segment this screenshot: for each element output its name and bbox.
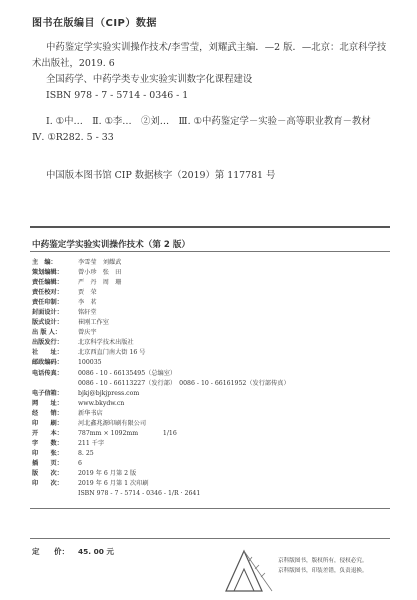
credit-value: ISBN 978 - 7 - 5714 - 0346 - 1/R · 2641	[78, 490, 201, 498]
cip-data-block	[32, 40, 392, 184]
credit-row	[32, 489, 392, 499]
credit-label: 策划编辑：	[32, 269, 63, 277]
credit-label: 社 址：	[32, 349, 63, 357]
credit-label: 经 销：	[32, 409, 63, 417]
credit-value: 100035	[78, 359, 102, 367]
credit-row	[32, 369, 392, 379]
credit-row	[32, 338, 392, 348]
credit-row	[32, 298, 392, 308]
credit-label: 印 次：	[32, 480, 63, 488]
credit-value: 李 茗	[78, 299, 97, 307]
credit-value: 787mm × 1092mm 1/16	[78, 429, 177, 437]
credit-value: 8. 25	[78, 449, 94, 457]
credit-row	[32, 479, 392, 489]
credit-label	[32, 379, 78, 389]
credit-row	[32, 268, 392, 278]
credit-row	[32, 389, 392, 399]
credit-label: 出 版 人：	[32, 329, 62, 337]
credit-value: www.bkydw.cn	[78, 399, 125, 407]
credit-row	[32, 429, 392, 439]
credits-bottom-rule	[30, 508, 390, 509]
credit-row	[32, 328, 392, 338]
credit-value: 严 丹 周 珊	[78, 279, 122, 287]
credit-row	[32, 379, 392, 389]
credit-value: 0086 - 10 - 66113227（发行部） 0086 - 10 - 66161952（发行部传真）	[78, 379, 290, 387]
credit-label: 插 页：	[32, 459, 63, 467]
cip-series-line: 全国药学、中药学类专业实验实训数字化课程建设	[46, 74, 253, 85]
credit-value: 211 千字	[78, 439, 105, 447]
credit-row	[32, 278, 392, 288]
credit-row	[32, 439, 392, 449]
title-divider-rule	[30, 251, 390, 252]
credit-label: 字 数：	[32, 439, 63, 447]
credit-value: 0086 - 10 - 66135495（总编室）	[78, 369, 177, 377]
credit-row	[32, 409, 392, 419]
credit-label	[32, 489, 78, 499]
book-title: 中药鉴定学实验实训操作技术（第 2 版）	[32, 240, 191, 250]
credit-label: 开 本：	[32, 429, 63, 437]
top-divider-rule	[30, 226, 390, 228]
credit-value: 崔刚工作室	[78, 319, 109, 327]
credit-value: 曾小珍 张 田	[78, 269, 122, 277]
credit-row	[32, 399, 392, 409]
credit-label: 印 刷：	[32, 419, 63, 427]
credits-list	[32, 258, 392, 499]
credit-value: 6	[78, 459, 82, 467]
cip-heading: 图书在版编目（CIP）数据	[32, 18, 157, 29]
credit-row	[32, 348, 392, 358]
cip-classification-line: Ⅰ. ①中… Ⅱ. ①李… ②刘… Ⅲ. ①中药鉴定学－实验－高等职业教育－教材 Ⅳ. ①R282. 5 - 33	[32, 116, 381, 143]
credit-value: 2019 年 6 月第 2 版	[78, 469, 137, 477]
credit-label: 责任编辑：	[32, 279, 63, 287]
credit-row	[32, 288, 392, 298]
credit-row	[32, 308, 392, 318]
credit-row	[32, 419, 392, 429]
price-divider-rule	[30, 538, 390, 539]
credit-label: 邮政编码：	[32, 359, 63, 367]
credit-label: 封面设计：	[32, 309, 63, 317]
credit-value: 河北鑫兆源印刷有限公司	[78, 419, 147, 427]
credit-row	[32, 358, 392, 368]
credit-value: 新华书店	[78, 409, 103, 417]
credit-label: 电子信箱：	[32, 389, 63, 397]
credit-row	[32, 459, 392, 469]
copyright-notice-line: 京科版图书，版权所有，侵权必究。	[278, 558, 368, 564]
credit-value: 北京西直门南大街 16 号	[78, 349, 146, 357]
credit-label: 电话传真：	[32, 369, 63, 377]
credit-label: 责任印制：	[32, 299, 63, 307]
credit-value: bjkj@bjkjpress.com	[78, 389, 140, 397]
price-line	[32, 546, 114, 557]
cip-verification-line: 中国版本图书馆 CIP 数据核字（2019）第 117781 号	[46, 170, 276, 181]
cip-record-line: 中药鉴定学实验实训操作技术/李雪莹，刘耀武主编．—2 版．—北京：北京科学技术出版社，2019. 6	[32, 42, 387, 69]
price-label: 定 价：	[32, 547, 69, 556]
credit-label: 版式设计：	[32, 319, 63, 327]
credit-row	[32, 258, 392, 268]
credit-row	[32, 449, 392, 459]
credit-row	[32, 469, 392, 479]
credit-value: 铭轩堂	[78, 309, 97, 317]
credit-value: 李雪莹 刘耀武	[78, 259, 122, 266]
credit-value: 曾庆宇	[78, 329, 97, 337]
credit-value: 北京科学技术出版社	[78, 339, 134, 347]
credit-label: 主 编：	[32, 259, 57, 266]
credit-value: 贾 荣	[78, 289, 97, 297]
print-error-notice-line: 京科版图书，印装差错，负责退换。	[278, 568, 368, 574]
price-value: 45. 00 元	[78, 547, 114, 556]
credit-label: 网 址：	[32, 399, 63, 407]
credit-label: 出版发行：	[32, 339, 63, 347]
cip-isbn-line: ISBN 978 - 7 - 5714 - 0346 - 1	[46, 90, 189, 101]
credit-label: 责任校对：	[32, 289, 63, 297]
copyright-notice	[278, 556, 368, 576]
credit-value: 2019 年 6 月第 1 次印刷	[78, 480, 149, 488]
credit-label: 版 次：	[32, 469, 63, 477]
credit-row	[32, 318, 392, 328]
credit-label: 印 张：	[32, 449, 63, 457]
publisher-logo-icon	[222, 543, 276, 593]
